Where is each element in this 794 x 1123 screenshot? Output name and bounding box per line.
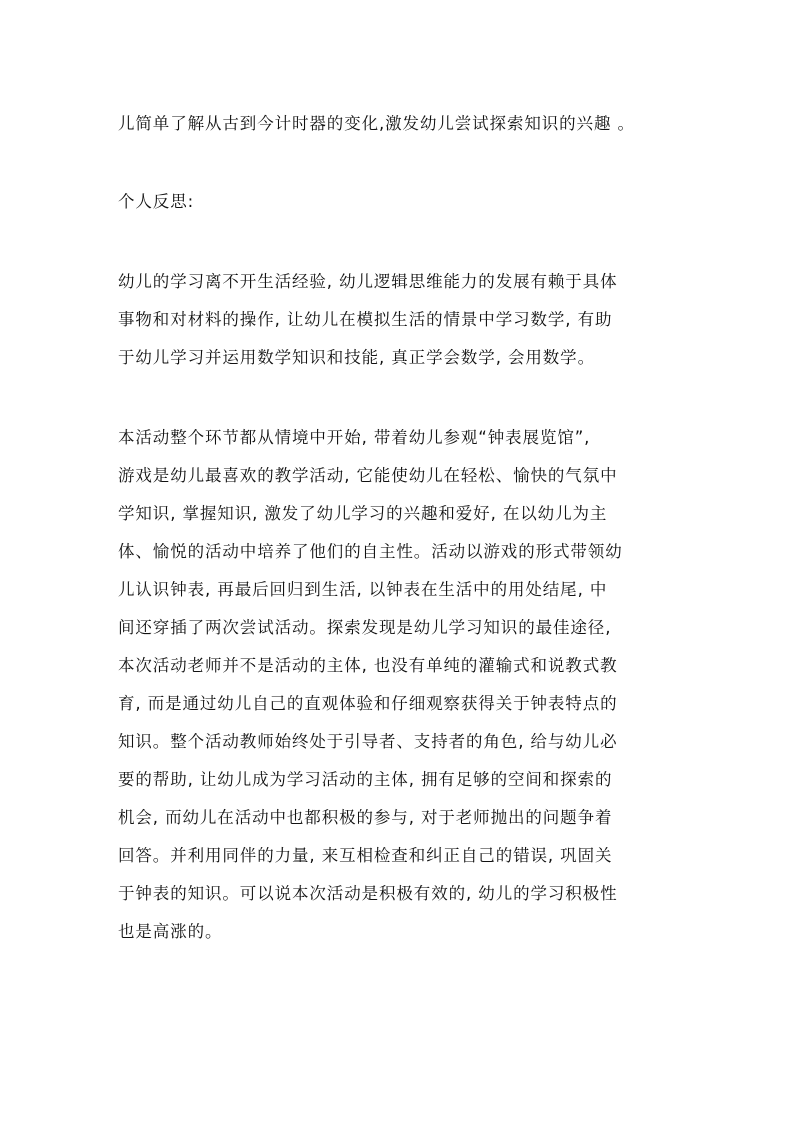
section-heading: 个人反思:: [118, 192, 195, 211]
paragraph-line: 于钟表的知识。可以说本次活动是积极有效的, 幼儿的学习积极性: [118, 884, 618, 903]
paragraph-line: 于幼儿学习并运用数学知识和技能, 真正学会数学, 会用数学。: [118, 348, 595, 367]
paragraph-line: 体、愉悦的活动中培养了他们的自主性。活动以游戏的形式带领幼: [118, 542, 623, 561]
paragraph-line: 育, 而是通过幼儿自己的直观体验和仔细观察获得关于钟表特点的: [118, 694, 618, 713]
paragraph-line: 机会, 而幼儿在活动中也都积极的参与, 对于老师抛出的问题争着: [118, 808, 613, 827]
paragraph-line: 也是高涨的。: [118, 922, 223, 941]
paragraph-line: 本活动整个环节都从情境中开始, 带着幼儿参观“钟表展览馆”,: [118, 428, 591, 447]
paragraph-line: 间还穿插了两次尝试活动。探索发现是幼儿学习知识的最佳途径,: [118, 618, 612, 637]
paragraph-line: 事物和对材料的操作, 让幼儿在模拟生活的情景中学习数学, 有助: [118, 310, 613, 329]
paragraph-line: 儿认识钟表, 再最后回归到生活, 以钟表在生活中的用处结尾, 中: [118, 580, 608, 599]
paragraph-line: 本次活动老师并不是活动的主体, 也没有单纯的灌输式和说教式教: [118, 656, 618, 675]
paragraph-line: 游戏是幼儿最喜欢的教学活动, 它能使幼儿在轻松、愉快的气氛中: [118, 466, 618, 485]
paragraph-line: 知识。整个活动教师始终处于引导者、支持者的角色, 给与幼儿必: [118, 732, 618, 751]
paragraph-line: 回答。并利用同伴的力量, 来互相检查和纠正自己的错误, 巩固关: [118, 846, 613, 865]
text-line: 儿简单了解从古到今计时器的变化,激发幼儿尝试探索知识的兴趣 。: [118, 114, 635, 133]
paragraph-line: 要的帮助, 让幼儿成为学习活动的主体, 拥有足够的空间和探索的: [118, 770, 613, 789]
paragraph-line: 幼儿的学习离不开生活经验, 幼儿逻辑思维能力的发展有赖于具体: [118, 272, 618, 291]
paragraph-line: 学知识, 掌握知识, 激发了幼儿学习的兴趣和爱好, 在以幼儿为主: [118, 504, 608, 523]
